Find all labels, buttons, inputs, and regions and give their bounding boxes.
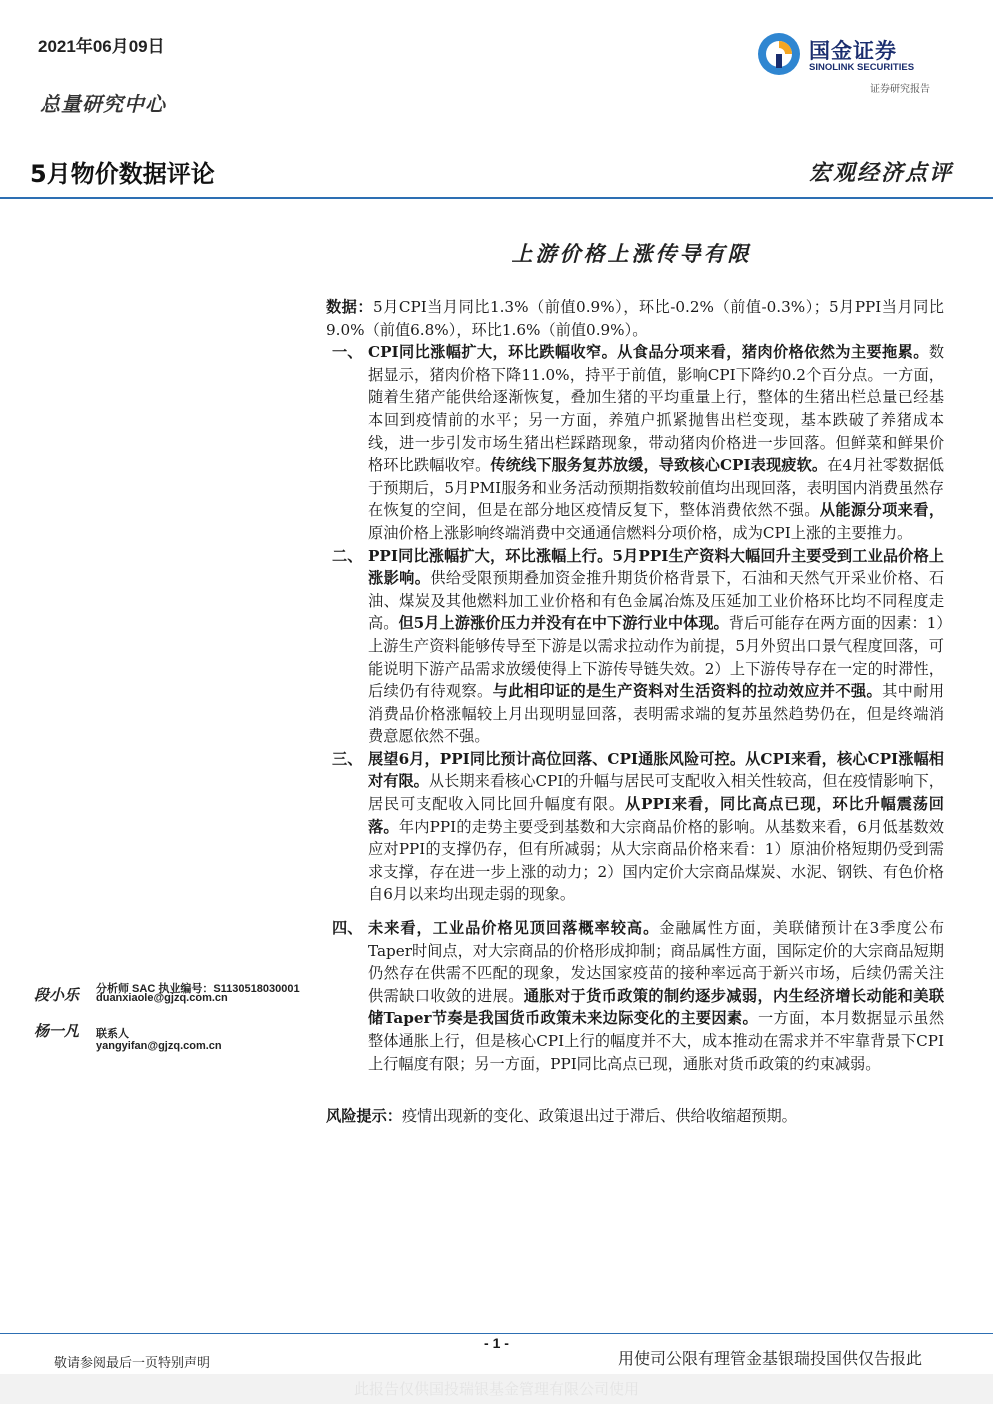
section-4: 四、 未来看，工业品价格见顶回落概率较高。金融属性方面，美联储预计在3季度公布Taper时间点，对大宗商品的价格形成抑制；商品属性方面，国际定价的大宗商品短期仍然存在供需不匹配的现象，发达国家疫苗的接种率远高于新兴市场，后续仍需关注供需缺口收敛的进展。通胀对于货币政策的制约逐步减弱，内生经济增长动能和美联储Taper节奏是我国货币政策未来边际变化的主要因素。一方面，本月数据显示虽然整体通胀上行，但是核心CPI上行的幅度并不大，成本推动在需求并不牢靠背景下CPI上行幅度有限；另一方面，PPI同比高点已现，通胀对货币政策的约束减弱。 bbox=[332, 919, 945, 1073]
logo-emblem-icon bbox=[755, 30, 803, 78]
page-number: - 1 - bbox=[484, 1335, 509, 1351]
footer-notice: 用使司公限有理管金基银瑞投国供仅告报此 bbox=[618, 1349, 923, 1368]
report-date: 2021年06月09日 bbox=[38, 37, 165, 56]
report-title: 5月物价数据评论 bbox=[30, 160, 215, 188]
analyst-name: 杨一凡 bbox=[34, 1022, 80, 1040]
risk-warning: 风险提示：疫情出现新的变化、政策退出过于滞后、供给收缩超预期。 bbox=[326, 1107, 797, 1126]
logo-chinese-name: 国金证券 bbox=[809, 39, 897, 63]
disclaimer-note: 敬请参阅最后一页特别声明 bbox=[54, 1356, 211, 1371]
report-category: 证券研究报告 bbox=[870, 84, 930, 95]
header-divider bbox=[0, 197, 993, 199]
analyst-role: 联系人 bbox=[96, 1028, 129, 1040]
report-type: 宏观经济点评 bbox=[808, 160, 953, 186]
research-center-name: 总量研究中心 bbox=[40, 92, 166, 116]
analyst-1 bbox=[34, 980, 314, 1020]
report-body bbox=[326, 296, 944, 1128]
analyst-role: 分析师 SAC 执业编号：S1130518030001 bbox=[96, 983, 300, 995]
company-logo bbox=[755, 30, 945, 80]
watermark: 此报告仅供国投瑞银基金管理有限公司使用 bbox=[0, 1374, 993, 1404]
section-1: 一、 CPI同比涨幅扩大，环比跌幅收窄。从食品分项来看，猪肉价格依然为主要拖累。数据显示，猪肉价格下降11.0%，持平于前值，影响CPI下降约0.2个百分点。一方面，随着生猪产能供给逐渐恢复，叠加生猪的平均重量上行，整体的生猪出栏总量已经基本回到疫情前的水平；另一方面，养殖户抓紧抛售出栏变现，基本跌破了养猪成本线，进一步引发市场生猪出栏踩踏现象，带动猪肉价格进一步回落。但鲜菜和鲜果价格环比跌幅收窄。传统线下服务复苏放缓，导致核心CPI表现疲软。在4月社零数据低于预期后，5月PMI服务和业务活动预期指数较前值均出现回落，表明国内消费虽然存在恢复的空间，但是在部分地区疫情反复下，整体消费依然不强。从能源分项来看，原油价格上涨影响终端消费中交通通信燃料分项价格，成为CPI上涨的主要推力。 bbox=[332, 343, 944, 542]
analyst-email[interactable]: duanxiaole@gjzq.com.cn bbox=[96, 992, 228, 1004]
section-2: 二、 PPI同比涨幅扩大，环比涨幅上行。5月PPI生产资料大幅回升主要受到工业品价格上涨影响。供给受限预期叠加资金推升期货价格背景下，石油和天然气开采业价格、石油、煤炭及其他燃料加工业价格和有色金属冶炼及压延加工业价格环比均不同程度走高。但5月上游涨价压力并没有在中下游行业中体现。背后可能存在两方面的因素：1）上游生产资料能够传导至下游是以需求拉动作为前提，5月外贸出口景气程度回落，可能说明下游产品需求放缓使得上下游传导链失效。2）上下游传导存在一定的时滞性，后续仍有待观察。与此相印证的是生产资料对生活资料的拉动效应并不强。其中耐用消费品价格涨幅较上月出现明显回落，表明需求端的复苏虽然趋势仍在，但是终端消费意愿依然不强。 bbox=[332, 546, 944, 746]
headline-text: 上游价格上涨传导有限 bbox=[511, 241, 752, 266]
analyst-name: 段小乐 bbox=[34, 986, 80, 1004]
section-3: 三、 展望6月，PPI同比预计高位回落、CPI通胀风险可控。从CPI来看，核心CPI涨幅相对有限。从长期来看核心CPI的升幅与居民可支配收入相关性较高，但在疫情影响下，居民可支配收入同比回升幅度有限。从PPI来看，同比高点已现，环比升幅震荡回落。年内PPI的走势主要受到基数和大宗商品价格的影响。从基数来看，6月低基数效应对PPI的支撑仍存，但有所减弱；从大宗商品价格来看：1）原油价格短期仍受到需求支撑，存在进一步上涨的动力；2）国内定价大宗商品煤炭、水泥、钢铁、有色价格自6月以来均出现走弱的现象。 bbox=[332, 749, 944, 904]
headline bbox=[0, 238, 993, 268]
logo-english-name: SINOLINK SECURITIES bbox=[809, 62, 915, 73]
footer-divider bbox=[0, 1333, 993, 1334]
analyst-email[interactable]: yangyifan@gjzq.com.cn bbox=[96, 1040, 222, 1052]
analyst-2 bbox=[34, 1020, 314, 1060]
data-summary: 数据：5月CPI当月同比1.3%（前值0.9%），环比-0.2%（前值-0.3%）；5月PPI当月同比9.0%（前值6.8%），环比1.6%（前值0.9%）。 bbox=[326, 298, 944, 339]
